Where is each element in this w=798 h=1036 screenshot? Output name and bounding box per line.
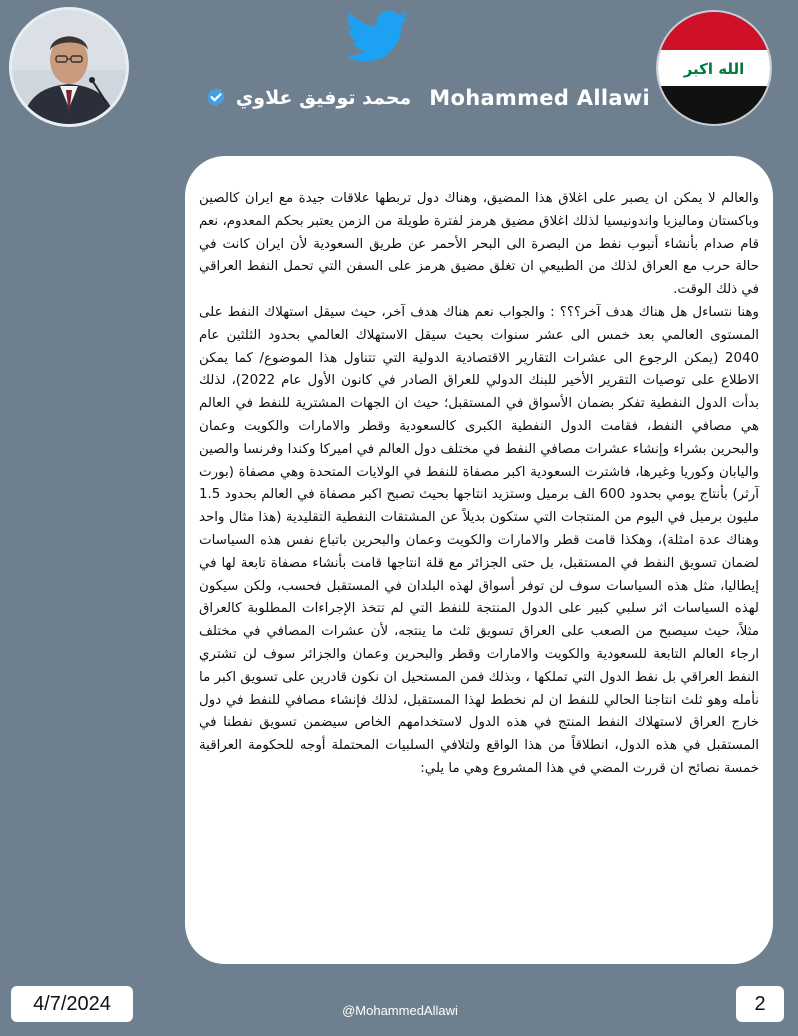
arabic-name: محمد توفيق علاوي	[235, 87, 412, 109]
post-text-card	[185, 156, 773, 964]
page-number: 2	[736, 986, 784, 1022]
iraq-flag-icon	[658, 12, 770, 124]
verified-badge-icon	[204, 86, 228, 110]
latin-name: Mohammed Allawi	[429, 86, 650, 110]
flag-text: الله اكبر	[683, 60, 745, 78]
name-row	[150, 78, 650, 118]
paragraph-1: والعالم لا يمكن ان يصبر على اغلاق هذا المضيق، وهناك دول تربطها علاقات جيدة مع ايران كالصين وباكستان وماليزيا واندونيسيا لذلك اغلاق مضيق هرمز لفترة طويلة من الزمن يعتبر بحكم المعدوم، نعم قام صدام بأنشاء أنبوب نفط من البصرة الى البحر الأحمر عن طريق السعودية لأن ايران كانت في حالة حرب مع العراق لذلك من الطبيعي ان تغلق مضيق هرمز على السفن التي تحمل النفط العراقي في ذلك الوقت.	[199, 191, 759, 298]
date-label: 4/7/2024	[11, 986, 133, 1022]
post-body	[199, 188, 759, 781]
profile-photo-illustration	[12, 10, 126, 124]
paragraph-2: وهنا نتساءل هل هناك هدف آخر؟؟؟ : والجواب نعم هناك هدف آخر، حيث سيقل استهلاك النفط على المستوى العالمي بعد خمس الى عشر سنوات بحيث سيقل الاستهلاك العالمي بحدود الثلثين عام 2040 (يمكن الرجوع الى عشرات التقارير الاقتصادية الدولية التي تتناول هذا الموضوع/ كما يمكن الاطلاع على توصيات التقرير الأخير للبنك الدولي للعراق الصادر في كانون الأول عام 2022)، لذلك بدأت الدول النفطية تفكر بضمان الأسواق في المستقبل؛ حيث ان الجهات المشترية للنفط في العالم هي مصافي النفط، فقامت الدول النفطية الكبرى كالسعودية وقطر والامارات والكويت وعمان والبحرين بشراء وإنشاء عشرات مصافي النفط في مختلف دول العالم في اميركا وكندا وفرنسا والصين واليابان وكوريا وغيرها، فاشترت السعودية اكبر مصفاة للنفط في الولايات المتحدة وهي مصفاة (بورت آرثر) بأنتاج يومي بحدود 600 الف برميل وستزيد انتاجها بحيث تصبح اكبر مصفاة في العالم بحدود 1.5 مليون برميل في اليوم من المنتجات التي ستكون بديلاً عن المشتقات النفطية التقليدية (هذا مثال واحد وهناك عدة امثلة)، وهكذا قامت قطر والامارات والكويت وعمان والبحرين باتباع نفس هذه السياسات لضمان تسويق النفط في المستقبل، بل حتى الجزائر مع قلة انتاجها قامت بأنشاء مصفاة تابعة لها في إيطاليا، مثل هذه السياسات سوف لن توفر أسواق لهذه البلدان في المستقبل فحسب، ولكن سيكون لهذه السياسات اثر سلبي كبير على الدول المنتجة للنفط التي لم تتخذ الإجراءات المطلوبة كالعراق مثلاً، حيث سيصبح من الصعب على العراق تسويق ثلث ما ينتجه، لأن عشرات المصافي في مختلف ارجاء العالم التابعة للسعودية والكويت والامارات وقطر والبحرين وعمان والجزائر سوف لن تشتري النفط العراقي بل نفط الدول التي تملكها ، وبذلك فمن المستحيل ان نكون قادرين على تسويق اكبر ما نأمله وهو ثلث انتاجنا الحالي للنفط ان لم نخطط لهذا المستقبل، لذلك فإنشاء مصافي للنفط في دول خارج العراق لاستهلاك النفط المنتج في هذه الدول لاستخدامهم الخاص سيضمن تسويق نفطنا في المستقبل في هذه الدول، انطلاقاً من هذا الواقع ولتلافي السلبيات المحتملة أوجه للحكومة العراقية خمسة نصائح ان قررت المضي في هذا المشروع وهي ما يلي:	[199, 304, 760, 776]
profile-photo	[12, 10, 126, 124]
iraq-flag-illustration	[658, 12, 770, 124]
twitter-bird-icon	[346, 10, 410, 64]
twitter-handle: @MohammedAllawi	[342, 1003, 458, 1018]
